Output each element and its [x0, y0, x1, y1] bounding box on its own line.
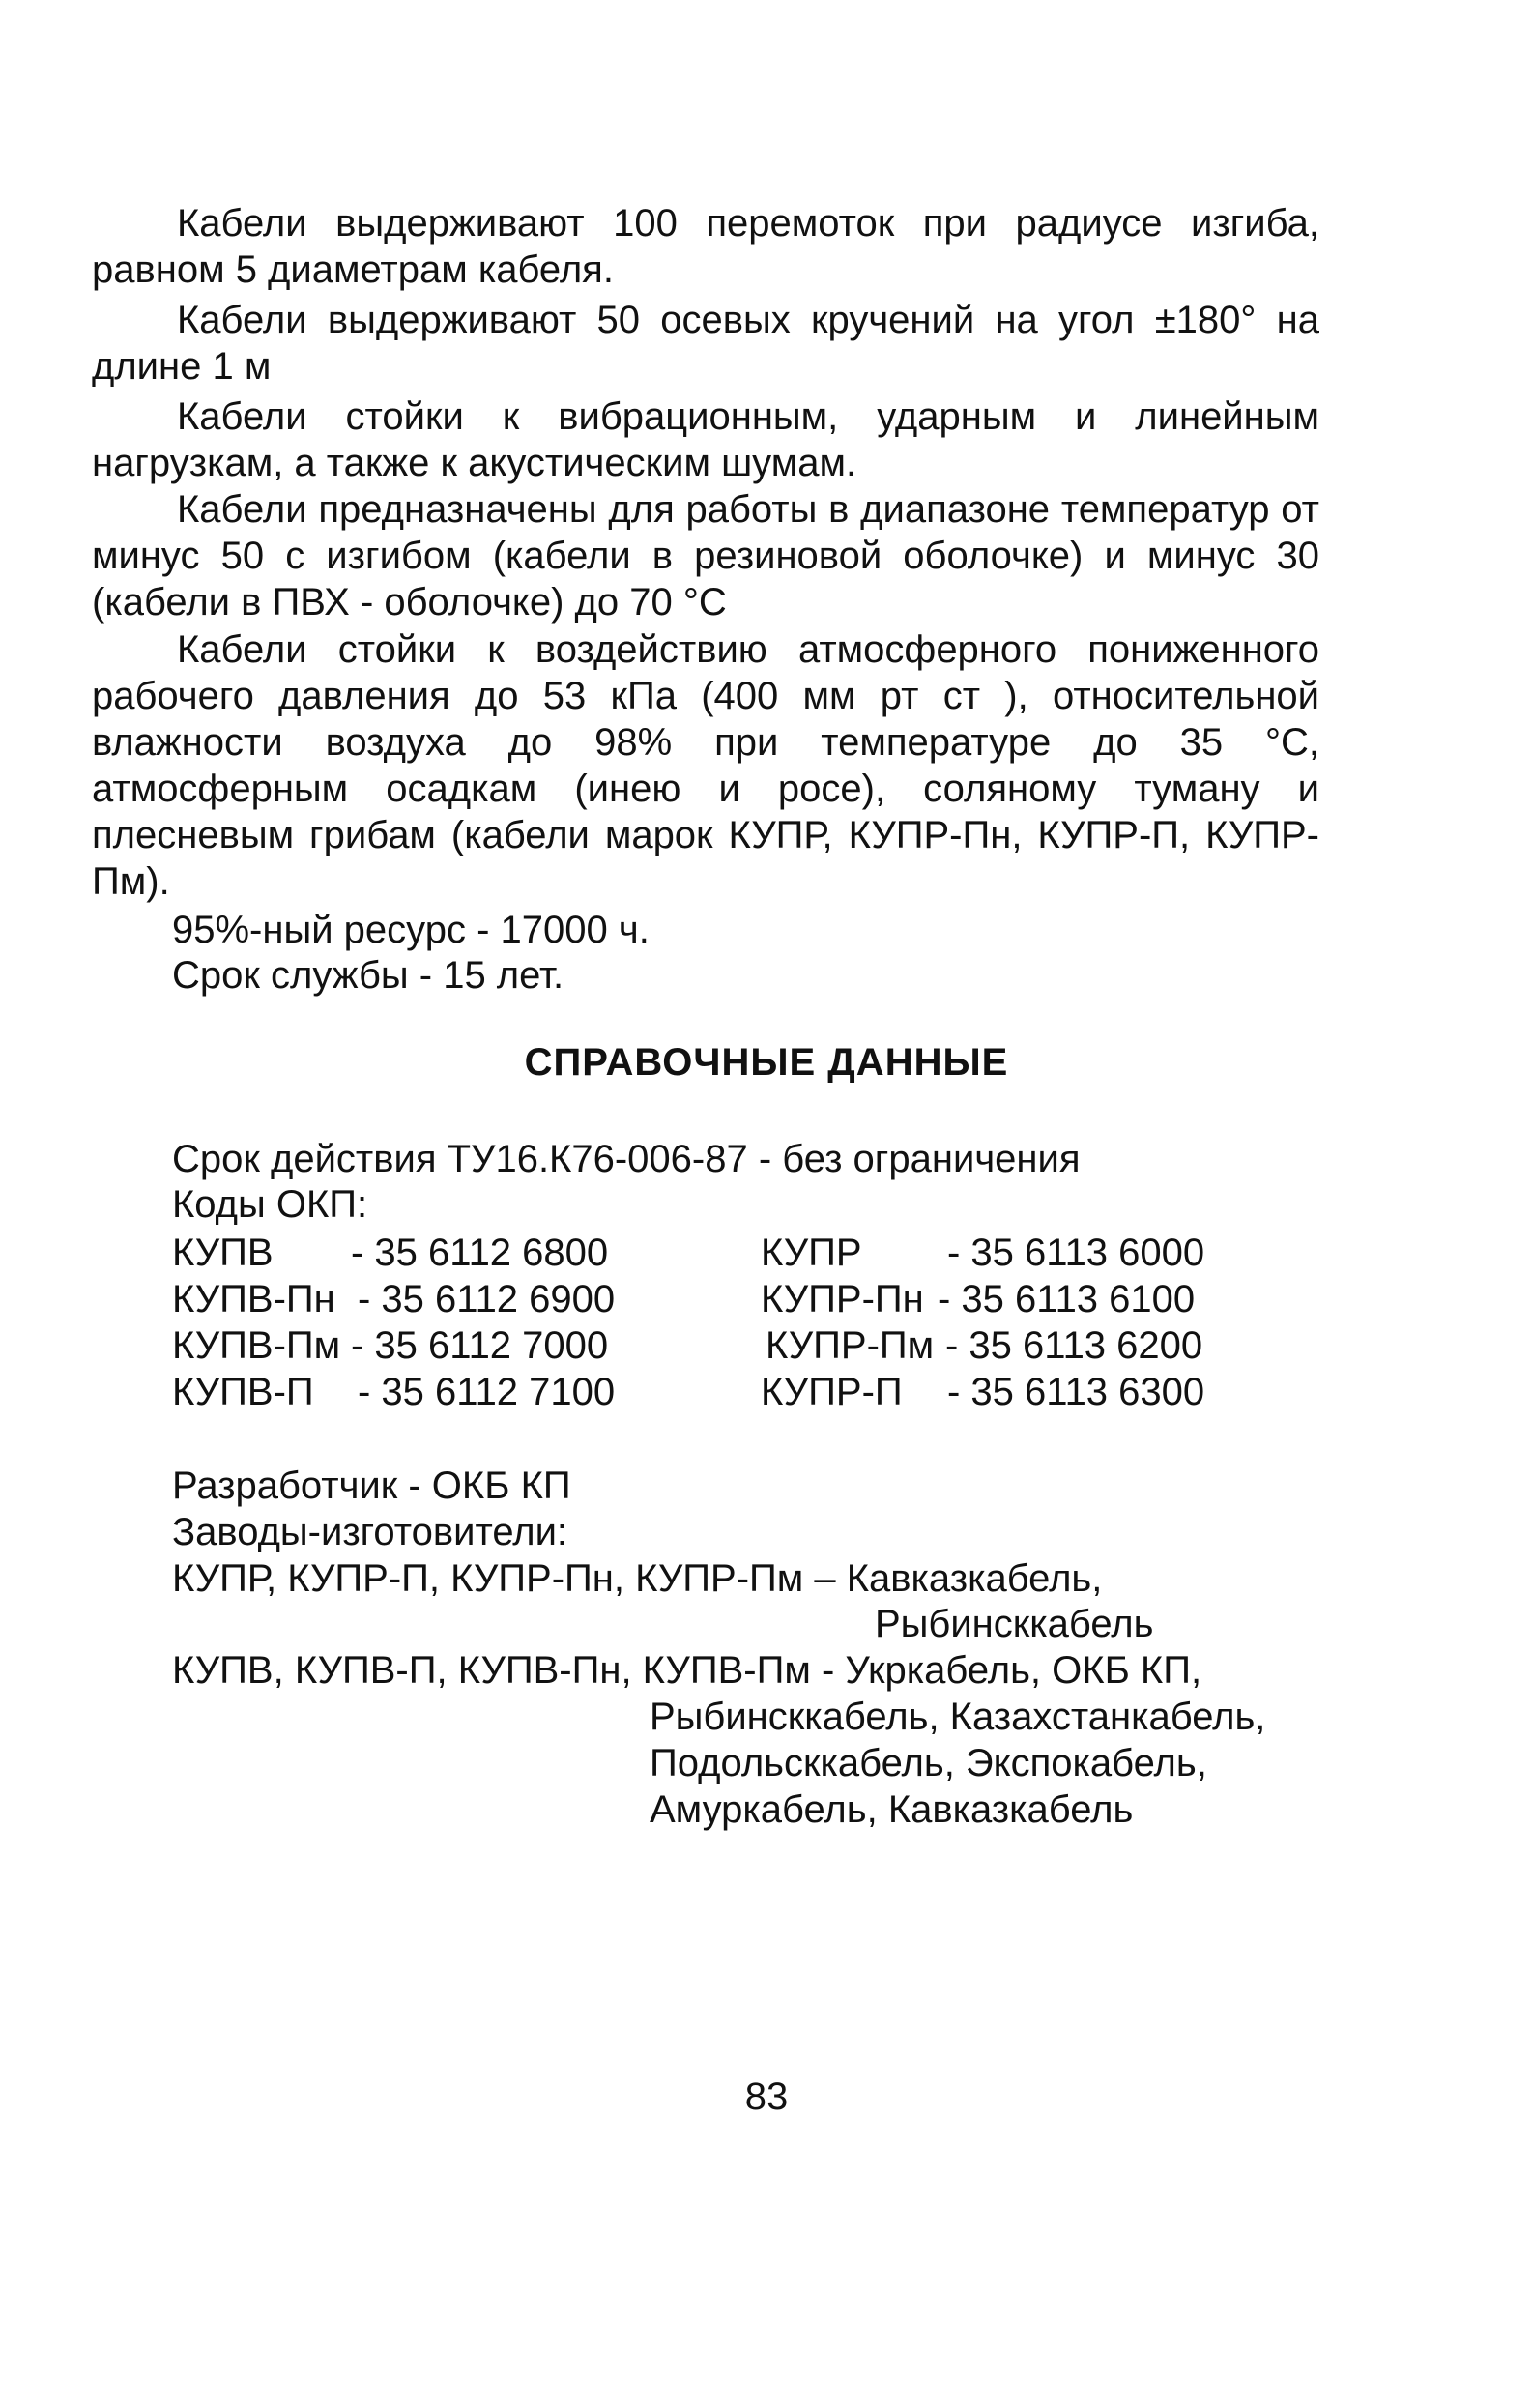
okp-code: - 35 6112 7100	[358, 1371, 616, 1413]
paragraph-temperature: Кабели предназначены для работы в диапазоне температур от минус 50 с изгибом (кабели в резиновой оболочке) и минус 30 (кабели в ПВХ - оболочке) до 70 °С	[92, 488, 1319, 624]
paragraph-vibration: Кабели стойки к вибрационным, ударным и линейным нагрузкам, а также к акустическим шумам.	[92, 395, 1319, 484]
section-heading: СПРАВОЧНЫЕ ДАННЫЕ	[524, 1041, 1009, 1084]
paragraph-rewinding: Кабели выдерживают 100 перемоток при радиусе изгиба, равном 5 диаметрам кабеля.	[92, 202, 1319, 291]
cable-brand: КУПВ-Пн	[172, 1278, 335, 1320]
page-number: 83	[744, 2075, 789, 2118]
manufacturers-kupv-continuation: Рыбинсккабель, Казахстанкабель,	[650, 1696, 1266, 1738]
okp-code: - 35 6113 6000	[947, 1232, 1205, 1274]
cable-brand: КУПР-Пм	[766, 1324, 935, 1367]
okp-code: - 35 6113 6100	[938, 1278, 1196, 1320]
manufacturers-kupv: КУПВ, КУПВ-П, КУПВ-Пн, КУПВ-Пм - Укркабель, ОКБ КП,	[172, 1649, 1202, 1692]
cable-brand: КУПВ	[172, 1232, 274, 1274]
cable-brand: КУПВ-Пм	[172, 1324, 341, 1367]
manufacturers-label: Заводы-изготовители:	[172, 1511, 568, 1553]
okp-code: - 35 6112 6900	[358, 1278, 616, 1320]
cable-brand: КУПР-Пн	[761, 1278, 924, 1320]
manufacturers-kupv-continuation: Подольсккабель, Экспокабель,	[650, 1742, 1207, 1784]
cable-brand: КУПР	[761, 1232, 862, 1274]
resource-line: 95%-ный ресурс - 17000 ч.	[172, 909, 650, 951]
cable-brand: КУПВ-П	[172, 1371, 314, 1413]
okp-code: - 35 6113 6200	[945, 1324, 1203, 1367]
validity-line: Срок действия ТУ16.К76-006-87 - без ограничения	[172, 1138, 1081, 1180]
okp-code: - 35 6112 7000	[351, 1324, 609, 1367]
developer-line: Разработчик - ОКБ КП	[172, 1465, 571, 1507]
cable-brand: КУПР-П	[761, 1371, 903, 1413]
paragraph-environment: Кабели стойки к воздействию атмосферного пониженного рабочего давления до 53 кПа (400 мм рт ст ), относительной влажности воздуха до 98% при температуре до 35 °С, атмосферным осадкам (инею и росе), соляному туману и плесневым грибам (кабели марок КУПР, КУПР-Пн, КУПР-П, КУПР-Пм).	[92, 628, 1319, 903]
manufacturers-kupr-continuation: Рыбинсккабель	[875, 1603, 1154, 1645]
service-life-line: Срок службы - 15 лет.	[172, 954, 564, 997]
okp-code: - 35 6113 6300	[947, 1371, 1205, 1413]
okp-codes-label: Коды ОКП:	[172, 1183, 368, 1226]
paragraph-torsion: Кабели выдерживают 50 осевых кручений на угол ±180° на длине 1 м	[92, 299, 1319, 388]
okp-code: - 35 6112 6800	[351, 1232, 609, 1274]
manufacturers-kupv-continuation: Амуркабель, Кавказкабель	[650, 1788, 1134, 1831]
manufacturers-kupr: КУПР, КУПР-П, КУПР-Пн, КУПР-Пм – Кавказкабель,	[172, 1557, 1103, 1600]
